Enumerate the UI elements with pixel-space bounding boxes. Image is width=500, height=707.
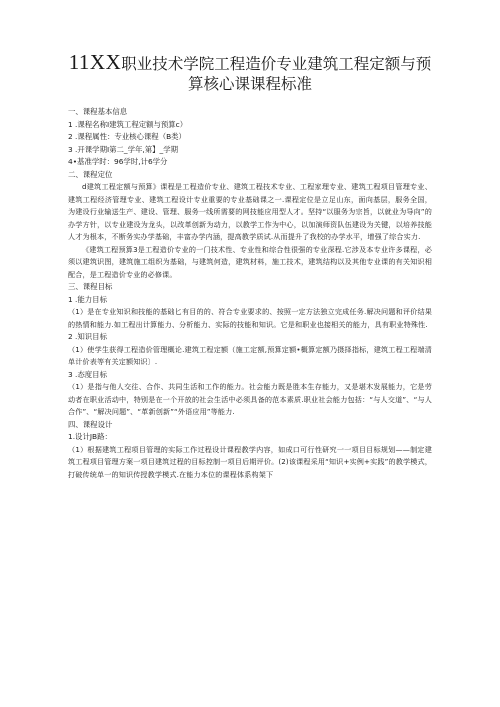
document-body <box>68 106 432 481</box>
paragraph: （1）是指与他人交往、合作、共同生活和工作的能力。社会能力既是胜本生存能力，又是堪木发展能力，它是劳动者在职业活动中，特别是在一个开放的社会生活中必须具备的范本素质.职业社会能力包括：“与人交道”、“与人合作”、“解决问题”、“革新创新”“外语应用”等能力. <box>68 382 432 416</box>
section-heading: 3 .开课学期I第二_学年,第】_学期 <box>68 144 179 154</box>
section-heading: 4•基准学时：96学时,计6学分 <box>68 157 168 166</box>
title-line2: 算核心课课程标准 <box>187 75 312 93</box>
section-heading: 三、课程目标 <box>68 282 113 291</box>
section-heading: 1 .课程名称I建筑工程定额与预算c） <box>68 119 188 129</box>
section-heading: 1 .能力目标 <box>68 294 107 304</box>
title-line1: 职业技术学院工程造价专业建筑工程定额与预 <box>121 55 432 73</box>
section-heading: 2 .知识目标 <box>68 332 107 341</box>
paragraph: 《建筑工程预算3是工程造价专业的一门技术性、专业性和综合性很强的专业深程.它涉及本专业许多课程，必须以建筑识图，建筑施工组织为基础，与建筑何造，建筑材料，施工技术，建筑结构以及其他专业课的有关知识相配合，是工程造价专业的必修课。 <box>68 244 432 279</box>
section-heading: 一、课程基本信息 <box>68 107 128 116</box>
paragraph: （1）是在专业知识和技能的基础匕有目的的、符合专业要求的、按照一定方法独立完成任务.解决问题和评价结果的热情和能力.如工程出计算能力、分析能力、实际的技能和知识。它是和职业也接相关的能力，具有职业特殊性. <box>68 307 432 329</box>
section-heading: 2 .课程属性：专业核心课程（B类） <box>68 132 186 141</box>
section-heading: 四、课程设计 <box>68 419 113 429</box>
title-prefix: 11XX <box>68 50 122 74</box>
section-heading: 3 .态度目标 <box>68 369 107 379</box>
section-heading: 二、课程定位 <box>68 169 113 179</box>
section-heading: 1.设计JB路： <box>68 432 112 441</box>
paragraph: （1）使学生获得工程造价管理概论.建筑工程定额（施工定额,预算定额•概算定额乃摄择指标，建筑工程工程端清单计价表等有关定额知识〕. <box>68 344 432 366</box>
paragraph: （1）根据建筑工程项目管理的实际工作过程设计课程教学内容，如成口可行性研究一一项目目标规划——制定建筑工程项目管理方案一项目建筑过程的目标控制一项目后期评价。(2)该课程采用“知识+实例+实践”的教学模式，打破传统单一的知识传授教学模式.在能力本位的课程体系构架下 <box>68 444 432 479</box>
document-title <box>68 52 432 94</box>
paragraph: d建筑工程定额与预算》课程是工程造价专业、建筑工程技术专业、工程家理专业、建筑工程项目管理专业、建筑工程经济管理专业、建筑工程设计专业重要的专业基础课之一.课程定位是立足山东，面向基层，服务全国，为建设行业输送生产、建设、管理、服务一线所需要的网技能应用型人才。坚持“以服务为宗旨，以就业为导向”的办学方针，以专业建设为龙头，以改革创新为动力，以教学工作为中心，以加演师资队伍建设为关键，以培养技能人才为根本，不断务实办学基础，丰富办学内涵，提高教学质试.从而提升了我校的办学水平，增强了综合实力. <box>68 182 432 241</box>
